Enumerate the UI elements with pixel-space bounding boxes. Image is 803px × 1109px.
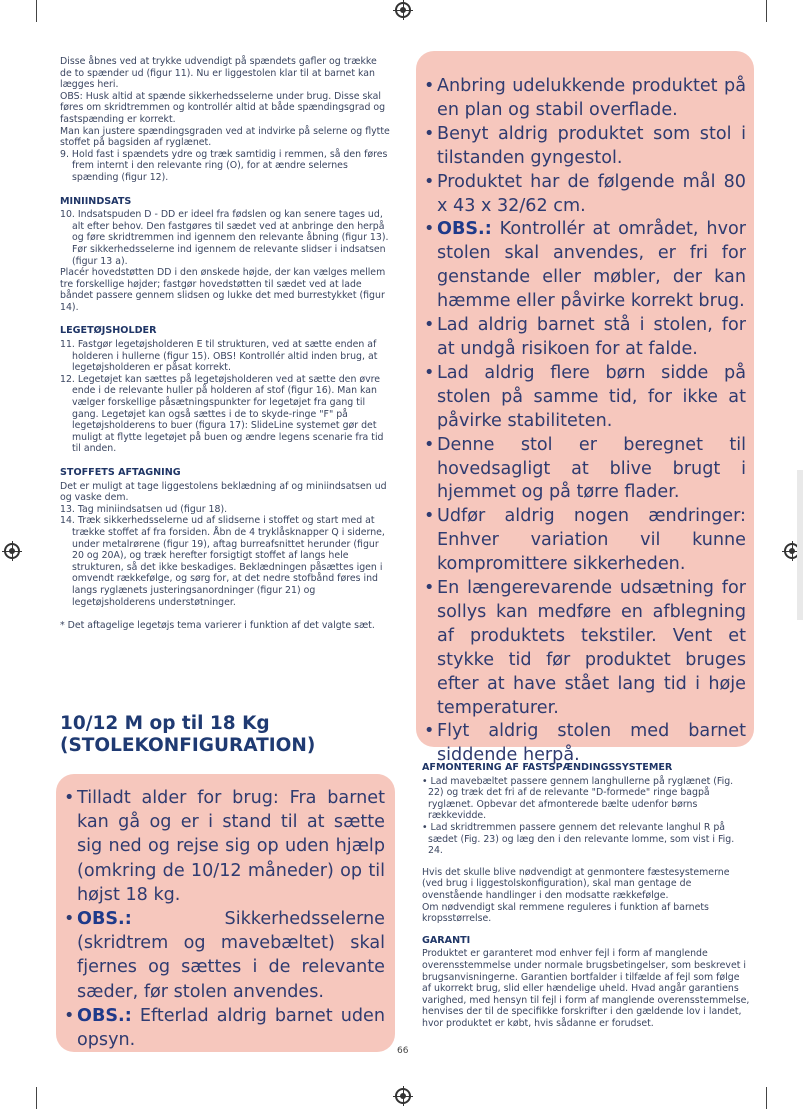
warning-item: • Lad aldrig flere børn sidde på stolen på samme tid, for ikke at påvirke stabiliteten. [424, 362, 746, 434]
config-heading [60, 713, 390, 757]
paragraph: 10. Indsatspuden D - DD er ideel fra fødslen og kan senere tages ud, alt efter behov. Den fastgøres til sædet ved at anbringe den herpå og føre skridtremmen ind igennem den relevante åbning (figur 13). Før sikkerhedsselerne ind igennem de relevante slidser i indsatsen (figur 13 a). [60, 209, 389, 267]
warning-item: • Lad aldrig barnet stå i stolen, for at undgå risikoen for at falde. [424, 314, 746, 362]
registration-mark-icon [4, 543, 20, 559]
warning-item: • Flyt aldrig stolen med barnet siddende herpå. [424, 720, 746, 768]
obs-label: OBS.: [437, 219, 492, 240]
paragraph: • Lad mavebæltet passere gennem langhullerne på ryglænet (Fig. 22) og træk det fri af de relevante "D-formede" ringe bagpå ryglænet. Opbevar det afmonterede bælte udenfor børns rækkevidde. [422, 775, 734, 822]
paragraph: 12. Legetøjet kan sættes på legetøjsholderen ved at sætte den øvre ende i de relevante huller på holderen af stof (figur 16). Man kan vælger forskellige påsætningspunkter for legetøjet fra gang til gang. Legetøjet kan også sættes i de to skyde-ringe "F" på legetøjsholderens to buer (figura 17): SlideLine systemet gør det muligt at flytte legetøjet på buen og ændre legens scenarie fra tid til anden. [60, 373, 384, 455]
warning-text: Sikkerhedsselerne (skridtrem og mavebæltet) skal fjernes og sættes i de relevante sæder, før stolen anvendes. [77, 909, 385, 1002]
paragraph: Produktet er garanteret mod enhver fejl i form af manglende overensstemmelse under normale brugsbetingelser, som beskrevet i brugsanvisningerne. Garantien bortfalder i tilfælde af fejl som følge af ukorrekt brug, slid eller hændelige uheld. Hvad angår garantiens varighed, med hensyn til fejl i form af manglende overensstemmelse, henvises der til de specifikke forskrifter i den gældende lov i landet, hvor produktet er købt, hvis sådanne er forudset. [422, 948, 750, 1029]
warning-item [64, 786, 385, 907]
page-number: 66 [397, 1046, 409, 1056]
warning-item: • Benyt aldrig produktet som stol i tilstanden gyngestol. [424, 123, 746, 171]
paragraph: 13. Tag miniindsatsen ud (figur 18). [60, 503, 228, 515]
config-heading-line: 10/12 M op til 18 Kg [60, 713, 270, 734]
paragraph: Disse åbnes ved at trykke udvendigt på spændets gafler og trække de to spænder ud (figur 11). Nu er liggestolen klar til at barnet kan lægges heri. [60, 56, 377, 91]
warning-text: Efterlad aldrig barnet uden opsyn. [77, 1005, 385, 1051]
crop-mark [766, 0, 767, 22]
registration-mark-icon [395, 2, 411, 18]
paragraph: 9. Hold fast i spændets ydre og træk samtidig i remmen, så den føres frem internt i den relevante ring (O), for at ændre selernes spænding (figur 12). [60, 148, 388, 183]
warning-item [424, 218, 746, 314]
warning-text: Kontrollér at området, hvor stolen skal anvendes, er fri for genstande eller møbler, der kan hæmme eller påvirke korrekt brug. [437, 219, 746, 312]
warning-item: • Produktet har de følgende mål 80 x 43 x 32/62 cm. [424, 171, 746, 219]
warning-list [424, 75, 746, 768]
section-heading: STOFFETS AFTAGNING [60, 467, 181, 478]
obs-label: OBS.: [77, 909, 132, 930]
warning-list [64, 786, 385, 1052]
config-heading-line: (STOLEKONFIGURATION) [60, 735, 316, 756]
warning-item [64, 907, 385, 1004]
warning-item: • Denne stol er beregnet til hovedsagligt at blive brugt i hjemmet og på tørre flader. [424, 434, 746, 506]
warning-item: • En længerevarende udsætning for sollys kan medføre en afblegning af produktets tekstiler. Vent et stykke tid før produktet bruges efter at have stået lang tid i høje temperaturer. [424, 577, 746, 720]
paragraph: Hvis det skulle blive nødvendigt at genmontere fæstesystemerne (ved brug i liggestolskonfiguration), skal man gentage de ovenstående handlinger i den modsatte rækkefølge. [422, 866, 730, 901]
warning-text: Tilladt alder for brug: Fra barnet kan gå og er i stand til at sætte sig ned og rejse sig op uden hjælp (omkring de 10/12 måneder) op til højst 18 kg. [77, 788, 385, 905]
warning-item: • Anbring udelukkende produktet på en plan og stabil overflade. [424, 75, 746, 123]
obs-label: OBS.: [77, 1005, 132, 1026]
paragraph: • Lad skridtremmen passere gennem det relevante langhul R på sædet (Fig. 23) og læg den i den relevante lomme, som vist i Fig. 24. [422, 821, 735, 857]
warning-box-left [56, 774, 395, 1052]
paragraph: Man kan justere spændingsgraden ved at indvirke på selerne og flytte stoffet på bagsiden af ryglænet. [60, 125, 390, 149]
paragraph: Placér hovedstøtten DD i den ønskede højde, der kan vælges mellem tre forskellige højder; fastgør hovedstøtten til sædet ved at lade båndet passere gennem slidsen og lukke det med burrestykket (figur 14). [60, 267, 386, 313]
left-column [60, 56, 390, 632]
section-heading: MINIINDSATS [60, 195, 132, 207]
crop-mark [36, 1087, 37, 1109]
warning-box-right [416, 51, 754, 766]
paragraph: Om nødvendigt skal remmene reguleres i funktion af barnets kropsstørrelse. [422, 901, 709, 925]
section-heading: GARANTI [422, 934, 471, 946]
footnote: * Det aftagelige legetøjs tema varierer i funktion af det valgte sæt. [60, 620, 375, 632]
paragraph: 11. Fastgør legetøjsholderen E til strukturen, ved at sætte enden af holderen i hullerne (figur 15). OBS! Kontrollér altid inden brug, at legetøjsholderen er påsat korrekt. [60, 339, 378, 374]
edge-bleed [797, 470, 803, 620]
warning-item: • Udfør aldrig nogen ændringer: Enhver variation vil kunne kompromittere sikkerheden. [424, 505, 746, 577]
paragraph: 14. Træk sikkerhedsselerne ud af slidserne i stoffet og start med at trække stoffet af fra forsiden. Åbn de 4 tryklåsknapper Q i siderne, under metalrørene (figur 19), aftag burreafsnittet herunder (figur 20 og 20A), og træk herefter forsigtigt stoffet af langs hele strukturen, så det ikke beskadiges. Beklædningen påsættes igen i omvendt rækkefølge, og sørg for, at det nedre stofbånd føres ind langs ryglænets justeringsanordninger (figur 21) og legetøjsholderens understøtninger. [60, 515, 385, 608]
paragraph: Det er muligt at tage liggestolens beklædning af og miniindsatsen ud og vaske dem. [60, 480, 387, 504]
right-column [422, 762, 750, 1029]
section-heading: LEGETØJSHOLDER [60, 325, 157, 337]
registration-mark-icon [395, 1088, 411, 1104]
crop-mark [36, 0, 37, 22]
warning-item [64, 1004, 385, 1052]
crop-mark [766, 1087, 767, 1109]
section-heading: AFMONTERING AF FASTSPÆNDINGSSYSTEMER [422, 762, 673, 773]
paragraph: OBS: Husk altid at spænde sikkerhedsselerne under brug. Disse skal føres om skridtremmen og kontrollér altid at både spændingsgrad og fastspænding er korrekt. [60, 90, 386, 125]
